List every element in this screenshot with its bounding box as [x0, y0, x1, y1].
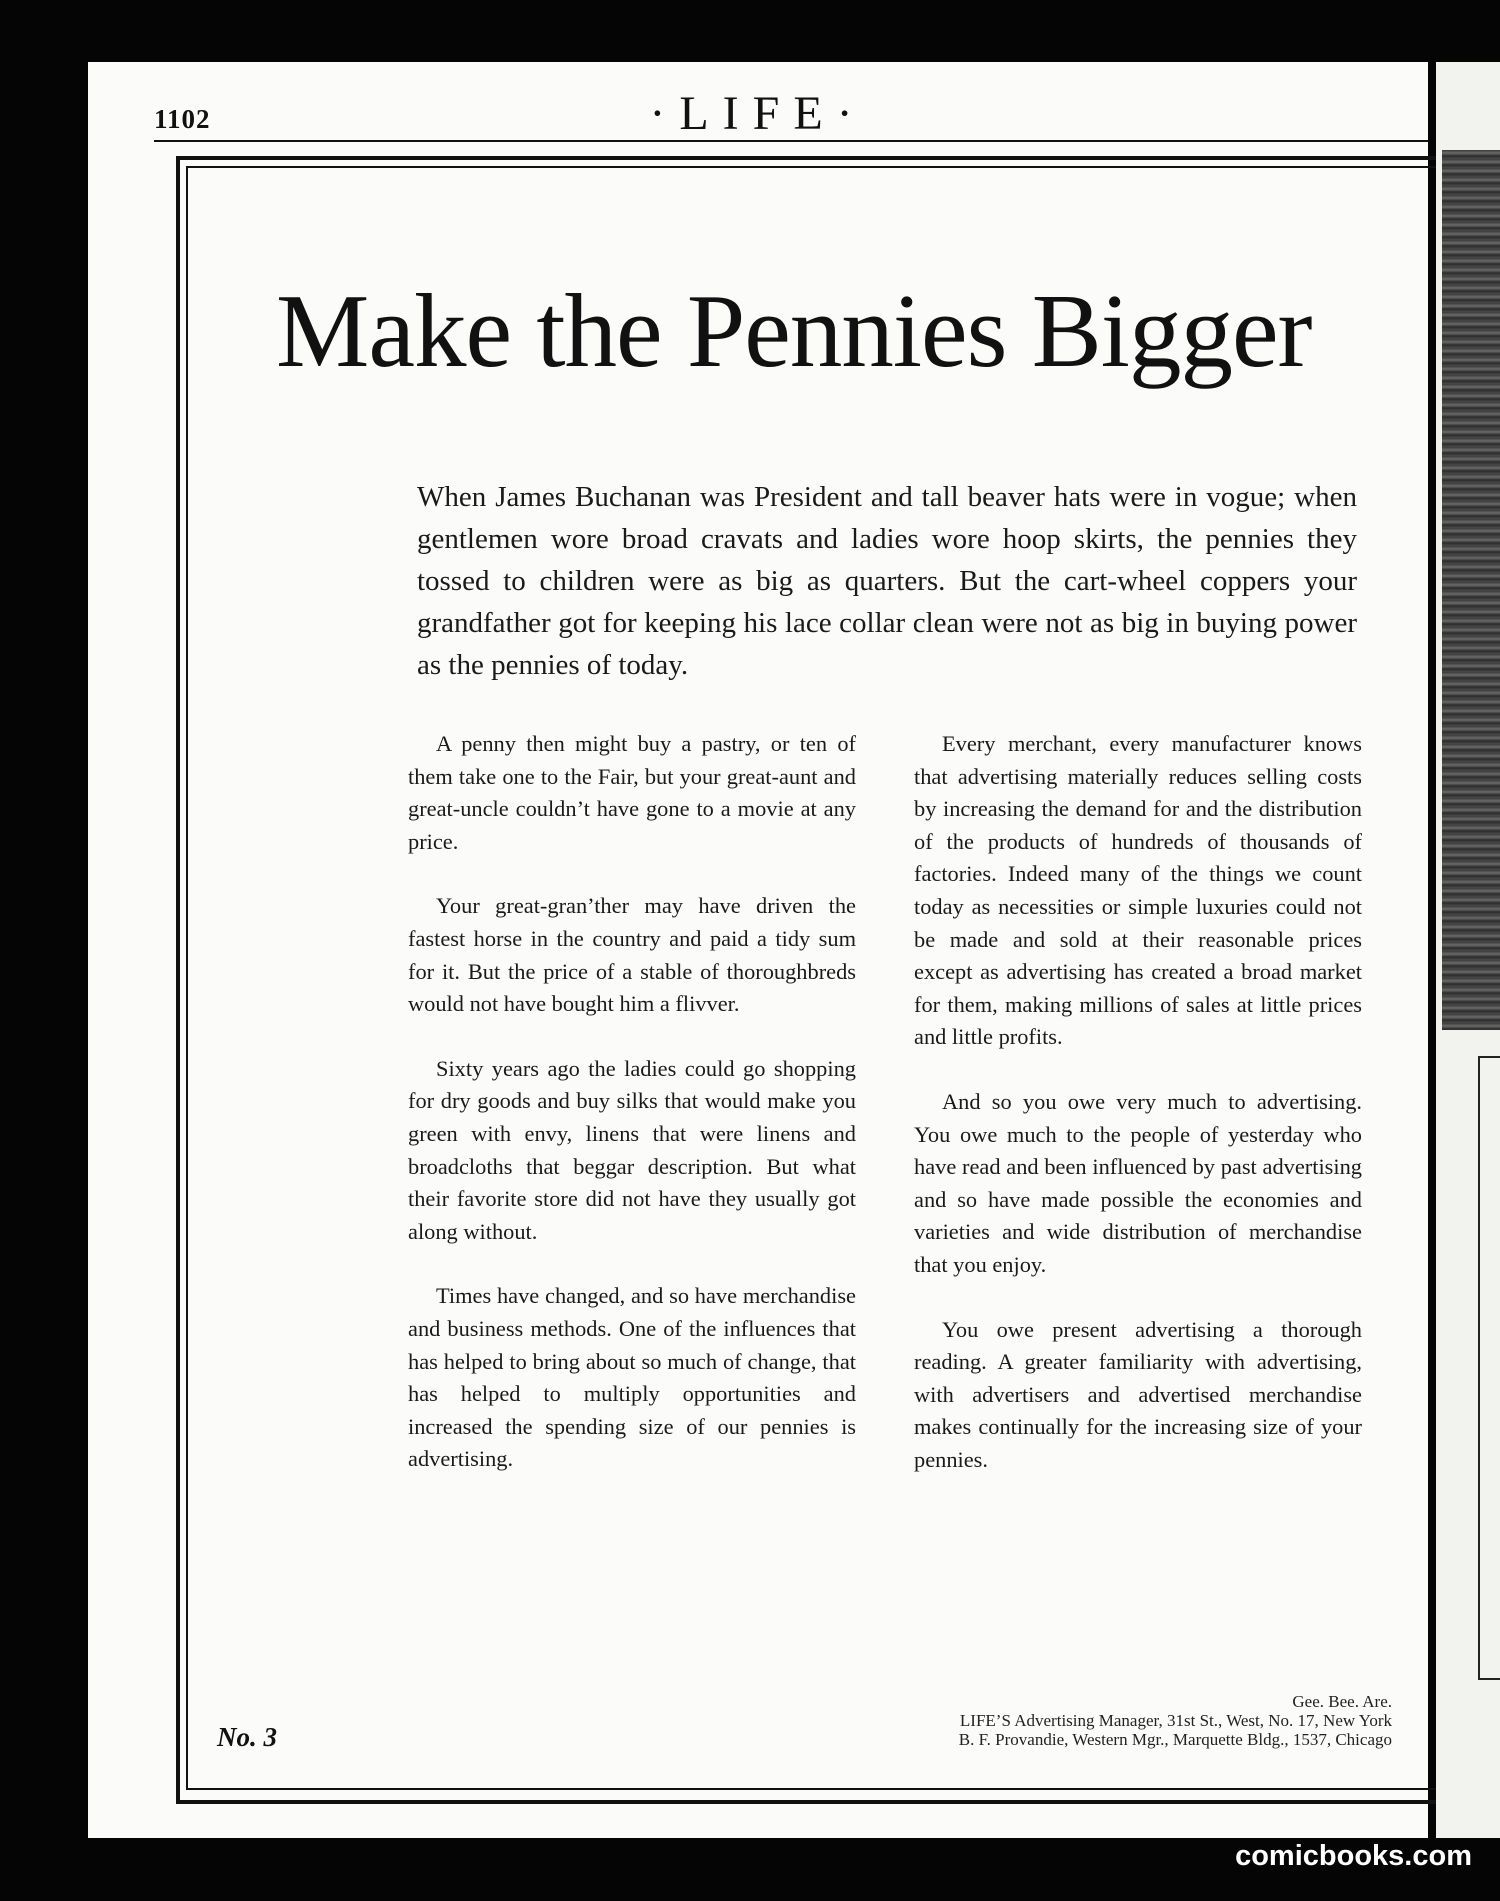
header-rule [154, 140, 1428, 142]
issue-number: No. 3 [217, 1722, 277, 1752]
body-paragraph: Sixty years ago the ladies could go shopping for dry goods and buy silks that would make you green with envy, linens that were linens and broadcloths that beggar description. But what their favorite store did not have they usually got along without. [408, 1055, 856, 1244]
lead-paragraph: When James Buchanan was President and tall beaver hats were in vogue; when gentlemen wore broad cravats and ladies wore hoop skirts, the pennies they tossed to children were as big as quarters. But the cart-wheel coppers your grandfather got for keeping his lace collar clean were not as big in buying power as the pennies of today. [417, 481, 1357, 681]
right-column [914, 728, 1362, 1508]
page-number: 1102 [154, 104, 211, 134]
body-paragraph: You owe present advertising a thorough reading. A greater familiarity with advertising, with advertisers and advertised merchandise makes continually for the increasing size of your pennies. [914, 1316, 1362, 1472]
watermark: comicbooks.com [1235, 1840, 1472, 1872]
masthead-title: ·LIFE· [649, 87, 867, 140]
left-column [408, 728, 856, 1508]
adjacent-page-box [1478, 1056, 1500, 1680]
body-paragraph: And so you owe very much to advertising. You owe much to the people of yesterday who have read and been influenced by past advertising and so have made possible the economies and varieties and wide distribution of merchandise that you enjoy. [914, 1088, 1362, 1277]
ad-headline: Make the Pennies Bigger [276, 272, 1312, 389]
signature-address-new-york: LIFE’S Advertising Manager, 31st St., West, No. 17, New York [959, 1711, 1392, 1730]
body-paragraph: Times have changed, and so have merchandise and business methods. One of the influences that has helped to bring about so much of change, that has helped to multiply opportunities and increased the spending size of our pennies is advertising. [408, 1283, 856, 1472]
adjacent-page-edge [1436, 62, 1500, 1838]
signature-address-chicago: B. F. Provandie, Western Mgr., Marquette Bldg., 1537, Chicago [958, 1730, 1392, 1749]
signature-name: Gee. Bee. Are. [1292, 1692, 1392, 1711]
magazine-page [88, 62, 1428, 1838]
body-paragraph: A penny then might buy a pastry, or ten of them take one to the Fair, but your great-aunt and great-uncle couldn’t have gone to a movie at any price. [408, 731, 856, 854]
body-paragraph: Every merchant, every manufacturer knows that advertising materially reduces selling costs by increasing the demand for and the distribution of the products of hundreds of thousands of factories. Indeed many of the things we count today as necessities or simple luxuries could not be made and sold at their reasonable prices except as advertising has created a broad market for them, making millions of sales at little prices and little profits. [914, 731, 1362, 1050]
body-paragraph: Your great-gran’ther may have driven the fastest horse in the country and paid a tidy sum for it. But the price of a stable of thoroughbreds would not have bought him a flivver. [408, 893, 856, 1017]
signature-block [959, 1692, 1392, 1749]
adjacent-page-image [1442, 150, 1500, 1030]
